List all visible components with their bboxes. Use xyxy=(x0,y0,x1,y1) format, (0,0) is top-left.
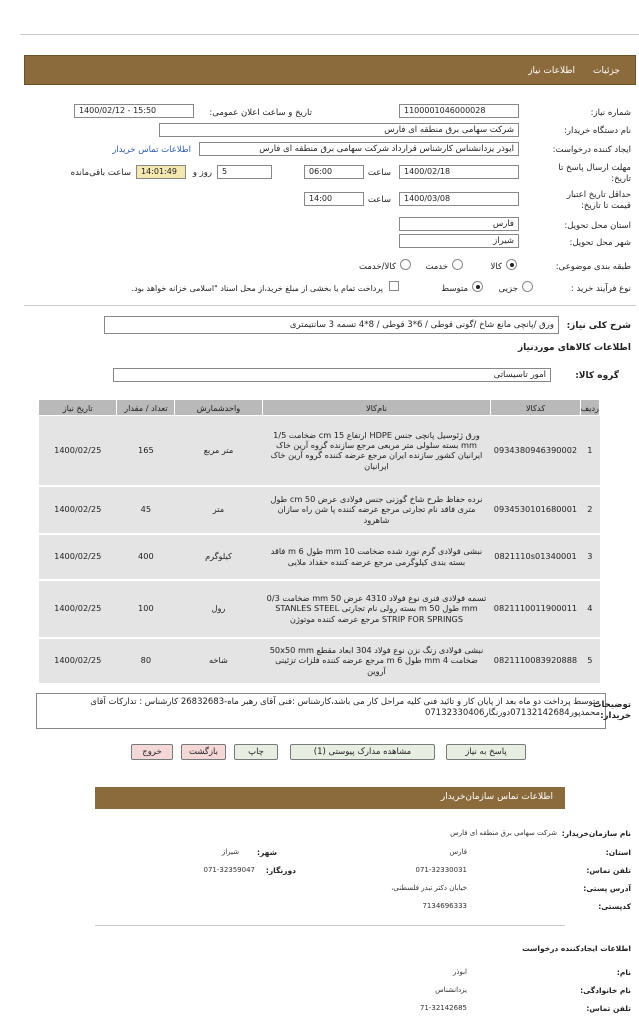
cell-idx: 4 xyxy=(580,580,599,638)
notes-label: توضیحات خریدار: xyxy=(592,700,631,722)
cell-date: 1400/02/25 xyxy=(39,580,117,638)
process-medium-label: متوسط xyxy=(441,284,468,294)
table-row xyxy=(39,580,600,638)
contact-address-label: آدرس پستی: xyxy=(583,884,631,893)
notes-text: متوسط پرداخت دو ماه بعد از پایان کار و تائید فنی کلیه مراحل کار می باشد،کارشناس :فنی آقای رهبر ماه-26832683 کارشناس : تدارکات آقای محمدپور07132142684دورنگار07132330406 xyxy=(90,697,600,719)
creator-name: ابوذر xyxy=(452,968,467,976)
category-service-label: خدمت xyxy=(425,262,448,272)
reply-button[interactable]: پاسخ به نیاز xyxy=(446,744,526,760)
cell-code: 0821110011900011 xyxy=(491,580,580,638)
cell-code: 0934530101680001 xyxy=(491,486,580,534)
creator-section-title: اطلاعات ایجادکننده درخواست xyxy=(522,944,631,953)
contact-divider xyxy=(95,925,565,926)
cell-unit: متر مربع xyxy=(175,416,262,486)
cell-name: تسمه فولادی فنری نوع فولاد 4310 عرض 50 mm ضخامت 0/3 mm طول 50 m بسته رولی نام تجارتی STANLES STEEL STRIP FOR SPRINGS مرجع عرضه کننده موتوژن xyxy=(262,580,491,638)
cell-date: 1400/02/25 xyxy=(39,486,117,534)
category-service-radio[interactable] xyxy=(452,259,463,270)
send-time-label: ساعت xyxy=(367,168,391,178)
contact-fax-label: دورنگار: xyxy=(265,866,296,875)
process-label: نوع فرآیند خرید : xyxy=(570,284,631,294)
cell-idx: 1 xyxy=(580,416,599,486)
header-col-name: نام‌کالا xyxy=(262,400,491,416)
cell-code: 0821110s01340001 xyxy=(491,534,580,580)
contact-province: فارس xyxy=(449,848,467,856)
contact-city: شیراز xyxy=(221,848,239,856)
cell-name: نبشی فولادی گرم نورد شده ضخامت 10 mm طول 6 m فاقد بسته بندی کیلوگرمی مرجع عرضه کننده حقداد ملایی xyxy=(262,534,491,580)
province-field: فارس xyxy=(399,217,519,231)
table-row xyxy=(39,534,600,580)
category-both-radio[interactable] xyxy=(400,259,411,270)
table-row xyxy=(39,486,600,534)
table-row xyxy=(39,638,600,684)
cell-unit: رول xyxy=(175,580,262,638)
cell-idx: 5 xyxy=(580,638,599,684)
tab-details[interactable]: جزئیات xyxy=(593,66,620,76)
process-partial-radio[interactable] xyxy=(522,281,533,292)
category-goods-label: کالا xyxy=(490,262,502,272)
creator-phone: 71-32142685 xyxy=(419,1004,467,1012)
category-both-label: کالا/خدمت xyxy=(359,262,396,272)
creator-family-label: نام خانوادگی: xyxy=(580,986,631,995)
cell-idx: 3 xyxy=(580,534,599,580)
buyer-org-label: نام دستگاه خریدار: xyxy=(564,126,631,136)
creator-phone-label: تلفن تماس: xyxy=(586,1004,631,1013)
cell-name: نرده حفاظ طرح شاخ گوزنی جنس فولادی عرض 50 cm طول متری فاقد نام تجارتی مرجع عرضه کننده پا شن راه سازان شاهرود xyxy=(262,486,491,534)
cell-idx: 2 xyxy=(580,486,599,534)
payment-checkbox[interactable] xyxy=(389,281,399,291)
contact-phone: 071-32330031 xyxy=(415,866,467,874)
need-number-field: 1100001046000028 xyxy=(399,104,519,118)
cell-date: 1400/02/25 xyxy=(39,534,117,580)
contact-header xyxy=(95,787,565,809)
contact-address: خیابان دکتر تبدر فلسطنی، xyxy=(391,884,467,892)
cell-unit: کیلوگرم xyxy=(175,534,262,580)
exit-button[interactable]: خروج xyxy=(131,744,173,760)
tab-need-info[interactable]: اطلاعات نیاز xyxy=(528,66,575,76)
contact-city-label: شهر: xyxy=(257,848,277,857)
contact-postal: 7134696333 xyxy=(422,902,467,910)
cell-qty: 45 xyxy=(117,486,175,534)
process-partial-label: جزیی xyxy=(498,284,518,294)
validity-time-field: 14:00 xyxy=(304,192,364,206)
validity-time-label: ساعت xyxy=(367,195,391,205)
cell-qty: 165 xyxy=(117,416,175,486)
days-field: 5 xyxy=(217,165,272,179)
cell-date: 1400/02/25 xyxy=(39,416,117,486)
need-number-label: شماره نیاز: xyxy=(590,108,631,118)
contact-postal-label: کدپستی: xyxy=(598,902,631,911)
days-label: روز و xyxy=(192,168,212,178)
back-button[interactable]: بازگشت xyxy=(181,744,226,760)
cell-name: ورق ژئوسیل پانچی جنس HDPE ارتفاع 15 cm ضخامت 1/5 mm بسته سلولی متر مربعی مرجع سازنده گروه آرین خاک ایرانیان کشور سازنده ایران مرجع عرضه کننده گروه آرین خاک ایرانیان xyxy=(262,416,491,486)
creator-label: ایجاد کننده درخواست: xyxy=(552,145,631,155)
contact-title: اطلاعات تماس سازمان‌خریدار xyxy=(440,792,553,802)
send-deadline-label: مهلت ارسال پاسخ تا تاریخ: xyxy=(558,163,631,185)
contact-fax: 071-32359047 xyxy=(203,866,255,874)
header-col-date: تاریخ نیاز xyxy=(39,400,117,416)
cell-date: 1400/02/25 xyxy=(39,638,117,684)
process-medium-radio[interactable] xyxy=(472,281,483,292)
city-label: شهر محل تحویل: xyxy=(569,238,631,248)
print-button[interactable]: چاپ xyxy=(234,744,278,760)
cell-qty: 100 xyxy=(117,580,175,638)
header-col-code: کدکالا xyxy=(491,400,580,416)
remaining-label: ساعت باقی‌مانده xyxy=(70,168,131,178)
cell-unit: شاخه xyxy=(175,638,262,684)
category-goods-radio[interactable] xyxy=(506,259,517,270)
section-divider xyxy=(24,305,636,306)
buyer-contact-link[interactable]: اطلاعات تماس خریدار xyxy=(112,145,191,155)
cell-qty: 80 xyxy=(117,638,175,684)
header-col-index: ردیف xyxy=(580,400,599,416)
contact-org: شرکت سهامی برق منطقه ای فارس xyxy=(450,829,557,837)
creator-field: ایوذر یزدانشناس کارشناس قرارداد شرکت سهامی برق منطقه ای فارس xyxy=(199,142,519,156)
province-label: استان محل تحویل: xyxy=(564,221,631,231)
validity-date-field: 1400/03/08 xyxy=(399,192,519,206)
description-field: ورق /پانچی مانع شاخ /گونی قوطی / 6*3 قوطی / 8*4 تسمه 3 سانتیمتری xyxy=(104,316,559,334)
cell-unit: متر xyxy=(175,486,262,534)
contact-org-label: نام سازمان‌خریدار: xyxy=(561,829,631,838)
remaining-time-field: 14:01:49 xyxy=(136,165,186,179)
goods-group-label: گروه کالا: xyxy=(575,371,619,381)
contact-province-label: استان: xyxy=(605,848,631,857)
page-header xyxy=(24,55,636,85)
header-col-qty: تعداد / مقدار xyxy=(117,400,175,416)
table-row xyxy=(39,416,600,486)
header-col-unit: واحدشمارش xyxy=(175,400,262,416)
creator-name-label: نام: xyxy=(616,968,631,977)
attachments-button[interactable]: مشاهده مدارک پیوستی (1) xyxy=(290,744,435,760)
goods-group-field: امور تاسیساتی xyxy=(113,368,551,382)
cell-code: 0821110083920888 xyxy=(491,638,580,684)
creator-family: یزدانشناس xyxy=(435,986,467,994)
city-field: شیراز xyxy=(399,234,519,248)
cell-name: نبشی فولادی زنگ نزن نوع فولاد 304 ابعاد مقطع 50x50 mm ضخامت 4 mm طول 6 m مرجع عرضه کننده فلزات تزئینی آروین xyxy=(262,638,491,684)
cell-qty: 400 xyxy=(117,534,175,580)
contact-phone-label: تلفن تماس: xyxy=(586,866,631,875)
send-date-field: 1400/02/18 xyxy=(399,165,519,179)
goods-title: اطلاعات کالاهای موردنیاز xyxy=(517,343,631,353)
send-time-field: 06:00 xyxy=(304,165,364,179)
announce-field: 1400/02/12 - 15:50 xyxy=(74,104,194,118)
announce-label: تاریخ و ساعت اعلان عمومی: xyxy=(209,108,312,118)
cell-code: 0934380946390002 xyxy=(491,416,580,486)
goods-table xyxy=(38,399,600,685)
top-divider xyxy=(20,34,639,35)
notes-box xyxy=(36,693,606,729)
buyer-org-field: شرکت سهامی برق منطقه ای فارس xyxy=(159,123,519,137)
validity-label: حداقل تاریخ اعتبار قیمت تا تاریخ: xyxy=(566,190,631,212)
description-label: شرح کلی نیاز: xyxy=(566,321,631,331)
payment-note: پرداخت تمام یا بخشی از مبلغ خرید،از محل اسناد "اسلامی خزانه خواهد بود. xyxy=(131,284,383,293)
category-label: طبقه بندی موضوعی: xyxy=(555,262,631,272)
